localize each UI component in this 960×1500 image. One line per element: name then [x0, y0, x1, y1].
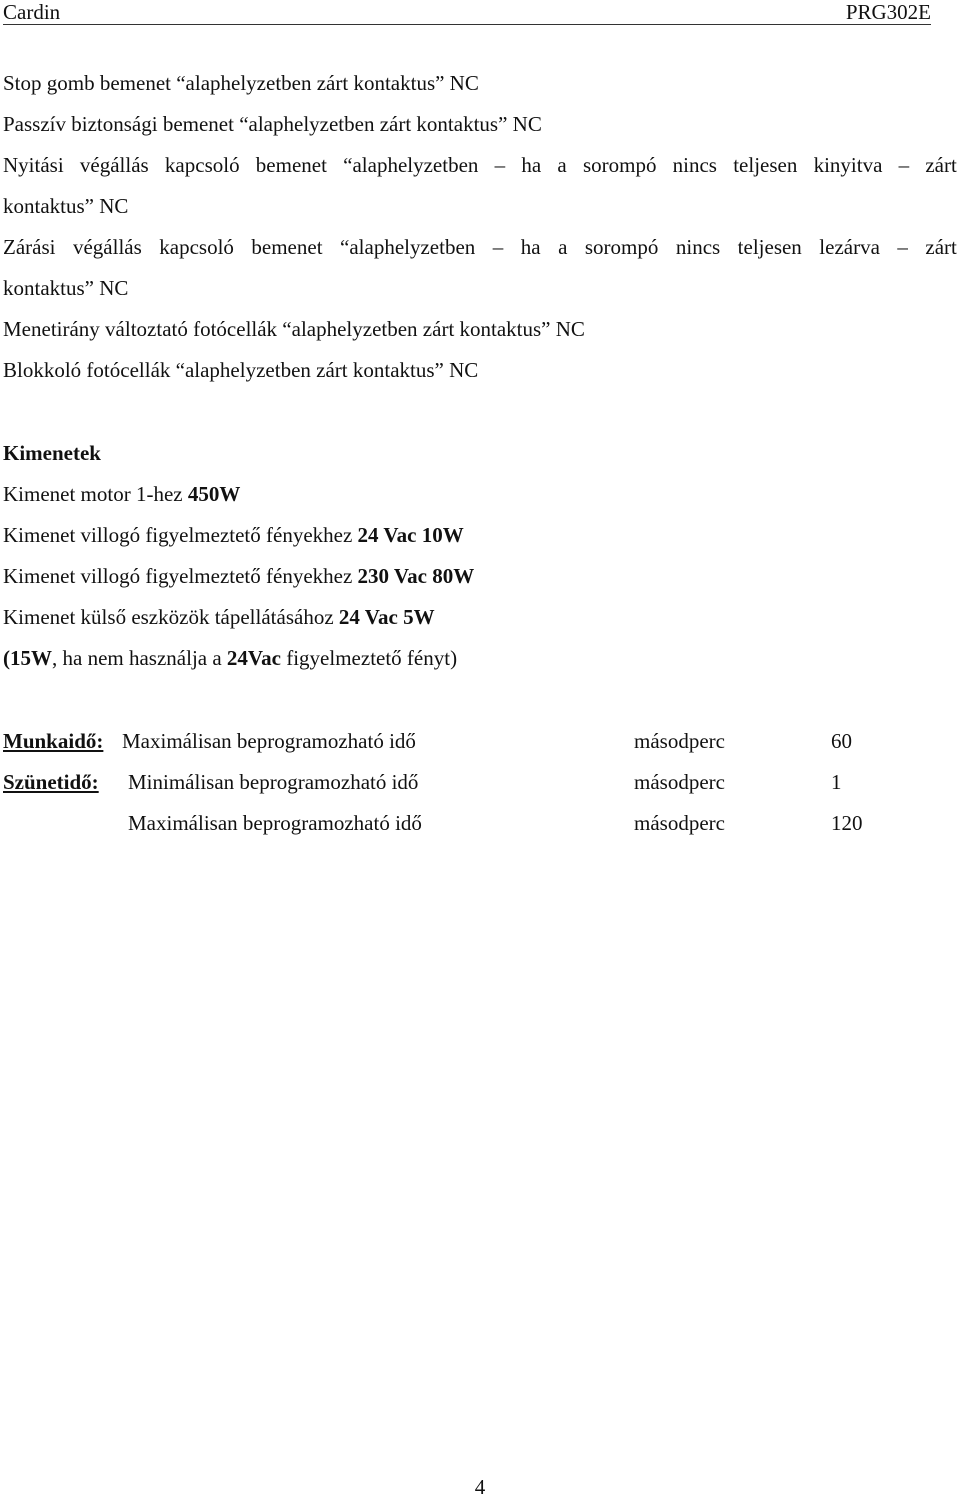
output-spec: 230 Vac 80W: [357, 564, 475, 588]
timing-unit: másodperc: [634, 729, 725, 753]
word: lezárva: [819, 235, 880, 259]
word: –: [492, 235, 504, 259]
word: zárt: [925, 235, 957, 259]
input-reversing-photocells: Menetirány változtató fotócellák “alaphelyzetben zárt kontaktus” NC: [3, 317, 585, 341]
word: zárt: [925, 153, 957, 177]
output-spec: 24 Vac 5W: [338, 605, 435, 629]
heading-text: Kimenetek: [3, 441, 101, 465]
word: –: [897, 235, 908, 259]
word: Zárási: [3, 235, 56, 259]
output-text: Kimenet villogó figyelmeztető fényekhez: [3, 523, 358, 547]
output-text: figyelmeztető fényt): [280, 646, 458, 670]
header-brand: Cardin: [3, 0, 61, 24]
output-accessory-note: [3, 645, 457, 671]
word: ha: [520, 235, 541, 259]
timing-label-pause: [3, 769, 99, 795]
word: –: [898, 153, 910, 177]
timing-desc: Maximálisan beprogramozható idő: [122, 729, 416, 753]
word: ha: [521, 153, 542, 177]
output-motor: [3, 481, 240, 507]
word: nincs: [675, 235, 721, 259]
label-text: Szünetidő:: [3, 770, 99, 794]
output-text: , ha nem használja a: [52, 646, 227, 670]
word: –: [494, 153, 506, 177]
input-close-limit-switch: [3, 234, 957, 260]
output-accessory-power: [3, 604, 435, 630]
input-open-limit-switch: [3, 152, 957, 178]
output-text: Kimenet motor 1-hez: [3, 482, 188, 506]
word: “alaphelyzetben: [343, 153, 479, 177]
timing-desc: Maximálisan beprogramozható idő: [128, 811, 422, 835]
header-model: PRG302E: [845, 0, 931, 24]
output-flasher-24v: [3, 522, 464, 548]
word: “alaphelyzetben: [340, 235, 476, 259]
word: bemenet: [255, 153, 327, 177]
output-spec: 24Vac: [226, 646, 281, 670]
word: bemenet: [251, 235, 323, 259]
word: kinyitva: [813, 153, 883, 177]
word: Nyitási: [3, 153, 64, 177]
page-header: [3, 0, 931, 25]
output-text: Kimenet külső eszközök tápellátásához: [3, 605, 339, 629]
timing-value: 120: [831, 811, 863, 835]
outputs-heading: [3, 440, 101, 466]
word: a: [557, 153, 567, 177]
word: kapcsoló: [159, 235, 234, 259]
word: végállás: [72, 235, 142, 259]
input-passive-safety: Passzív biztonsági bemenet “alaphelyzetben zárt kontaktus” NC: [3, 112, 542, 136]
output-spec: 450W: [187, 482, 241, 506]
input-blocking-photocells: Blokkoló fotócellák “alaphelyzetben zárt kontaktus” NC: [3, 358, 479, 382]
label-text: Munkaidő:: [3, 729, 104, 753]
page-number: 4: [474, 1475, 486, 1499]
output-spec: (15W: [3, 646, 52, 670]
word: nincs: [672, 153, 717, 177]
timing-value: 60: [831, 729, 852, 753]
word: a: [558, 235, 568, 259]
timing-unit: másodperc: [634, 770, 725, 794]
timing-value: 1: [831, 770, 842, 794]
output-spec: 24 Vac 10W: [357, 523, 464, 547]
timing-label-work: [3, 728, 103, 754]
output-flasher-230v: [3, 563, 474, 589]
input-open-limit-switch-cont: kontaktus” NC: [3, 194, 129, 218]
input-close-limit-switch-cont: kontaktus” NC: [3, 276, 129, 300]
input-stop-button: Stop gomb bemenet “alaphelyzetben zárt kontaktus” NC: [3, 71, 479, 95]
word: sorompó: [584, 235, 659, 259]
timing-unit: másodperc: [634, 811, 725, 835]
word: kapcsoló: [164, 153, 240, 177]
output-text: Kimenet villogó figyelmeztető fényekhez: [3, 564, 358, 588]
timing-desc: Minimálisan beprogramozható idő: [128, 770, 419, 794]
word: sorompó: [582, 153, 657, 177]
word: teljesen: [737, 235, 802, 259]
word: teljesen: [733, 153, 798, 177]
word: végállás: [79, 153, 149, 177]
